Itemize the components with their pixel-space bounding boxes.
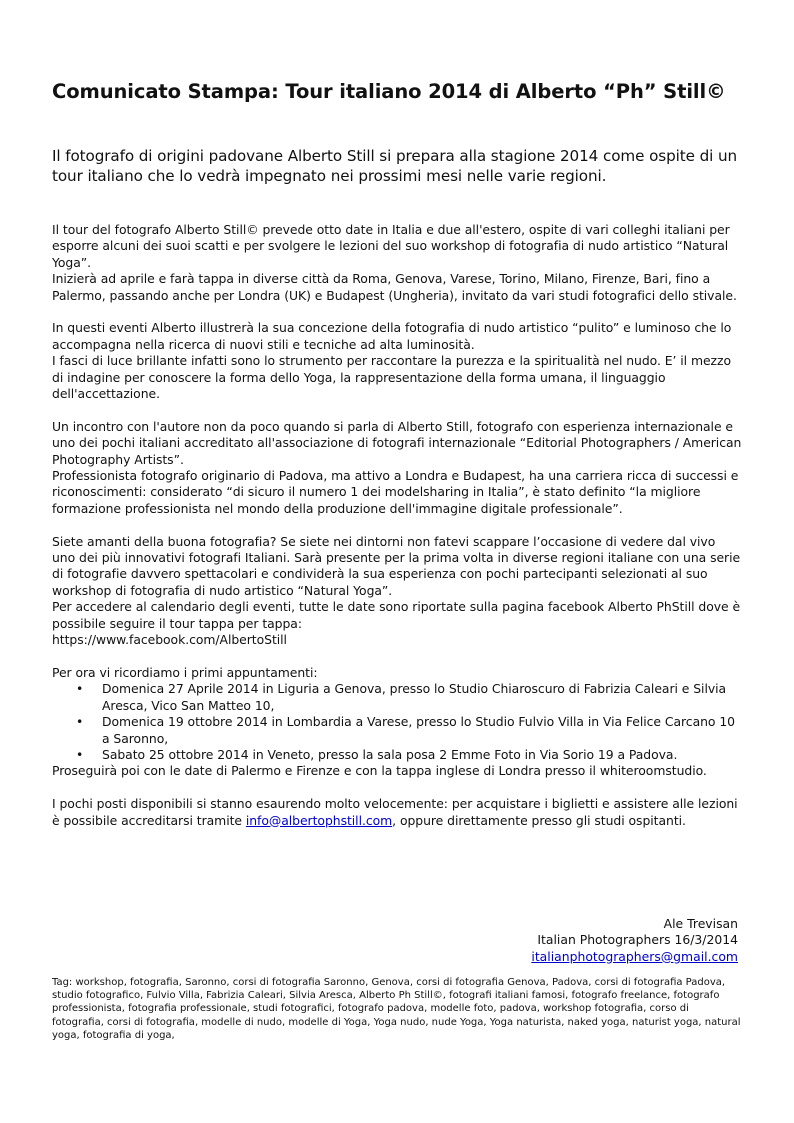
paragraph-text: Per accedere al calendario degli eventi, tutte le date sono riportate sulla pagina facebook Alberto PhStill dove è possibile seguire il tour tappa per tappa: [52,599,741,631]
lead-paragraph: Il fotografo di origini padovane Alberto Still si prepara alla stagione 2014 come ospite di un tour italiano che lo vedrà impegnato nei prossimi mesi nelle varie regioni. [52,147,738,185]
list-item-text: Domenica 19 ottobre 2014 in Lombardia a Varese, presso lo Studio Fulvio Villa in Via Felice Carcano 10 a Saronno, [102,714,736,746]
list-item-text: Domenica 27 Aprile 2014 in Liguria a Genova, presso lo Studio Chiaroscuro di Fabrizia Caleari e Silvia Aresca, Vico San Matteo 10, [102,681,727,713]
bullet-icon: • [76,681,84,697]
paragraph-text: Inizierà ad aprile e farà tappa in diverse città da Roma, Genova, Varese, Torino, Milano, Firenze, Bari, fino a Palermo, passando anche per Londra (UK) e Budapest (Ungheria), invitato da vari studi fotografici dello stivale. [52,271,737,303]
paragraph-text: I fasci di luce brillante infatti sono lo strumento per raccontare la purezza e la spiritualità nel nudo. E’ il mezzo di indagine per conoscere la forma dello Yoga, la rappresentazione della forma umana, il linguaggio dell'accettazione. [52,353,731,402]
page-title: Comunicato Stampa: Tour italiano 2014 di Alberto “Ph” Still© [52,80,726,103]
facebook-url: https://www.facebook.com/AlbertoStill [52,632,287,648]
paragraph-text: Un incontro con l'autore non da poco quando si parla di Alberto Still, fotografo con esperienza internazionale e uno dei pochi italiani accreditato all'associazione di fotografi internazionale “Editorial Photographers / American Photography Artists”. [52,418,742,467]
author-name: Ale Trevisan [663,916,738,931]
paragraph-1 [52,222,742,304]
paragraph-text: I pochi posti disponibili si stanno esaurendo molto velocemente: per acquistare i biglietti e assistere alle lezioni è possibile accreditarsi tramite [52,796,738,828]
paragraph-text: , oppure direttamente presso gli studi ospitanti. [392,812,686,828]
paragraph-text: Il tour del fotografo Alberto Still© prevede otto date in Italia e due all'estero, ospite di vari colleghi italiani per esporre alcuni dei suoi scatti e per svolgere le lezioni del suo workshop di fotografia di nudo artistico “Natural Yoga”. [52,222,730,270]
list-item-text: Sabato 25 ottobre 2014 in Veneto, presso la sala posa 2 Emme Foto in Via Sorio 19 a Padova. [102,746,678,762]
info-email-link[interactable]: info@albertophstill.com [245,812,393,828]
body-text [52,222,742,845]
signature-block [531,916,738,965]
paragraph-3 [52,419,742,517]
bullet-icon: • [76,714,84,730]
paragraph-4 [52,534,742,649]
paragraph-2 [52,320,742,402]
paragraph-6 [52,796,742,829]
bullet-icon: • [76,746,84,762]
paragraph-text: Siete amanti della buona fotografia? Se siete nei dintorni non fatevi scappare l’occasione di vedere dal vivo uno dei più innovativi fotografi Italiani. Sarà presente per la prima volta in diverse regioni italiane con una serie di fotografie davvero spettacolari e condividerà la sua esperienza con pochi partecipanti selezionati al suo workshop di fotografia di nudo artistico “Natural Yoga”. [52,533,741,598]
appointments-section [52,665,742,780]
appointments-intro: Per ora vi ricordiamo i primi appuntamenti: [52,664,318,680]
paragraph-text: Proseguirà poi con le date di Palermo e Firenze e con la tappa inglese di Londra presso il whiteroomstudio. [52,763,707,779]
signature-email-link[interactable]: italianphotographers@gmail.com [531,948,738,964]
list-item [52,714,742,747]
appointments-list [52,681,742,763]
tags-list: Tag: workshop, fotografia, Saronno, corsi di fotografia Saronno, Genova, corsi di fotografia Genova, Padova, corsi di fotografia Padova, studio fotografico, Fulvio Villa, Fabrizia Caleari, Silvia Aresca, Alberto Ph Still©, fotografi italiani famosi, fotografo freelance, fotografo professionista, fotografia professionale, studi fotografici, fotografo padova, modelle foto, padova, workshop fotografia, corso di fotografia, corsi di fotografia, modelle di nudo, modelle di Yoga, Yoga nudo, nude Yoga, Yoga naturista, naked yoga, naturist yoga, natural yoga, fotografia di yoga, [52,977,741,1041]
list-item [52,747,742,763]
paragraph-text: Professionista fotografo originario di Padova, ma attivo a Londra e Budapest, ha una carriera ricca di successi e riconoscimenti: considerato “di sicuro il numero 1 dei modelsharing in Italia”, è stato definito “la migliore formazione professionista nel mondo della produzione dell'immagine digitale professionale”. [52,468,739,516]
paragraph-text: In questi eventi Alberto illustrerà la sua concezione della fotografia di nudo artistico “pulito” e luminoso che lo accompagna nella ricerca di nuovi stili e tecniche ad alta luminosità. [52,320,732,352]
list-item [52,681,742,714]
org-date: Italian Photographers 16/3/2014 [537,932,738,948]
